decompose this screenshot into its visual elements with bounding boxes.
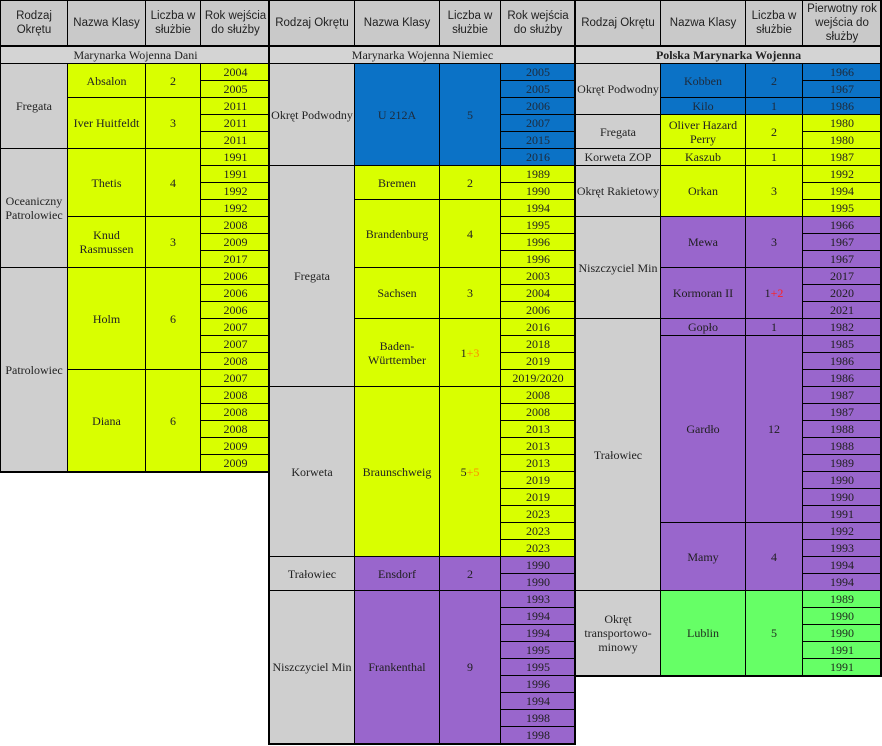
class-count: 2 [146,64,201,98]
year-cell: 2006 [201,268,271,285]
year-cell: 1992 [201,183,271,200]
header-count: Liczba w służbie [746,1,803,46]
year-cell: 1992 [803,523,882,540]
ship-type: Fregata [576,115,661,149]
class-name: Gardło [661,336,746,523]
count-planned: +2 [770,286,784,300]
year-cell-planned: 2023 [501,506,576,523]
ship-type: Okręt transportowo-minowy [576,591,661,676]
year-cell: 2006 [501,98,576,115]
class-count: 3 [146,98,201,149]
class-name: Kobben [661,64,746,98]
year-cell: 2008 [201,387,271,404]
year-cell: 1986 [803,353,882,370]
year-cell: 2006 [201,302,271,319]
year-cell: 1990 [803,472,882,489]
year-cell: 2004 [501,285,576,302]
year-cell: 2006 [501,302,576,319]
year-cell: 2008 [501,387,576,404]
ship-type: Okręt Rakietowy [576,166,661,217]
year-cell-planned: 2018 [501,336,576,353]
year-cell: 1992 [201,200,271,217]
year-cell: 1994 [501,200,576,217]
poland-title: Polska Marynarka Wojenna [576,46,882,64]
class-name: Orkan [661,166,746,217]
header-ship-type: Rodzaj Okrętu [576,1,661,46]
class-count: 3 [746,217,803,268]
year-cell: 1994 [803,183,882,200]
year-cell: 1987 [803,387,882,404]
year-cell: 1988 [803,421,882,438]
year-cell: 2003 [501,268,576,285]
class-name: Kaszub [661,149,746,166]
year-cell: 2017 [803,268,882,285]
header-ship-type: Rodzaj Okrętu [270,1,355,46]
class-count: 12 [746,336,803,523]
class-count [746,268,803,319]
year-cell: 1993 [501,591,576,608]
year-cell: 2008 [201,353,271,370]
class-name: Kilo [661,98,746,115]
year-cell: 2008 [201,404,271,421]
ship-type: Fregata [1,64,68,149]
year-cell: 1990 [501,183,576,200]
year-cell: 1989 [803,591,882,608]
ship-type: Niszczyciel Min [270,591,355,744]
year-cell: 1991 [803,506,882,523]
class-count: 2 [440,557,501,591]
year-cell: 1995 [501,642,576,659]
class-count: 1 [746,149,803,166]
class-count: 5 [440,64,501,166]
header-year: Rok wejścia do służby [501,1,576,46]
ship-type: Korweta ZOP [576,149,661,166]
year-cell: 1993 [803,540,882,557]
year-cell: 1967 [803,81,882,98]
class-count [440,319,501,387]
year-cell: 2009 [201,455,271,472]
header-year: Pierwotny rok wejścia do służby [803,1,882,46]
class-name: Absalon [68,64,146,98]
class-count: 2 [746,64,803,98]
year-cell: 1966 [803,217,882,234]
year-cell: 1990 [803,625,882,642]
poland-table [575,0,881,676]
class-name: Baden-Württember [355,319,440,387]
count-planned: +5 [466,464,480,479]
year-cell-planned: 2019 [501,353,576,370]
class-name: Gopło [661,319,746,336]
year-cell: 1987 [803,149,882,166]
year-cell-planned: 2019 [501,489,576,506]
year-cell: 2005 [501,64,576,81]
class-name: Sachsen [355,268,440,319]
class-count: 2 [440,166,501,200]
class-count [440,387,501,557]
year-cell: 1994 [803,574,882,591]
year-cell: 1991 [803,642,882,659]
year-cell: 1994 [803,557,882,574]
year-cell: 1990 [803,489,882,506]
year-cell: 2009 [201,234,271,251]
class-count: 4 [146,149,201,217]
header-ship-type: Rodzaj Okrętu [1,1,68,46]
year-cell-planned: 2023 [501,523,576,540]
year-cell: 2013 [501,455,576,472]
year-cell: 1989 [803,455,882,472]
year-cell-planned: 2019 [501,472,576,489]
year-cell: 1991 [201,166,271,183]
year-cell: 1980 [803,132,882,149]
class-name: U 212A [355,64,440,166]
class-name: Kormoran II [661,268,746,319]
year-cell: 1989 [501,166,576,183]
year-cell: 1994 [501,693,576,710]
class-count: 5 [746,591,803,676]
year-cell: 2011 [201,98,271,115]
header-year: Rok wejścia do służby [201,1,271,46]
ship-type: Okręt Podwodny [576,64,661,115]
year-cell: 2005 [201,81,271,98]
year-cell: 1996 [501,234,576,251]
header-class-name: Nazwa Klasy [661,1,746,46]
class-name: Lublin [661,591,746,676]
year-cell: 2008 [201,421,271,438]
header-count: Liczba w służbie [440,1,501,46]
year-cell: 2013 [501,421,576,438]
year-cell: 1982 [803,319,882,336]
year-cell: 2007 [201,319,271,336]
class-name: Frankenthal [355,591,440,744]
year-cell: 2007 [201,370,271,387]
header-class-name: Nazwa Klasy [355,1,440,46]
ship-type: Niszczyciel Min [576,217,661,319]
class-name: Bremen [355,166,440,200]
year-cell: 2016 [501,319,576,336]
class-name: Knud Rasmussen [68,217,146,268]
class-name: Mewa [661,217,746,268]
year-cell: 2017 [201,251,271,268]
header-count: Liczba w służbie [146,1,201,46]
year-cell: 2008 [501,404,576,421]
germany-table [269,0,575,744]
class-count: 3 [746,166,803,217]
class-name: Iver Huitfeldt [68,98,146,149]
ship-type: Trałowiec [270,557,355,591]
class-count: 9 [440,591,501,744]
count-planned: +3 [466,345,480,360]
denmark-title: Marynarka Wojenna Dani [1,46,271,64]
ship-type: Fregata [270,166,355,387]
year-cell: 2006 [201,285,271,302]
class-count: 6 [146,268,201,370]
year-cell: 1990 [501,557,576,574]
class-name: Mamy [661,523,746,591]
year-cell: 1985 [803,336,882,353]
class-name: Diana [68,370,146,472]
year-cell: 1994 [501,625,576,642]
year-cell-planned: 2019/2020 [501,370,576,387]
class-count: 3 [440,268,501,319]
ship-type: Korweta [270,387,355,557]
year-cell: 1990 [803,608,882,625]
year-cell: 1987 [803,404,882,421]
count-base: 5 [460,464,467,479]
year-cell: 1996 [501,676,576,693]
class-name: Brandenburg [355,200,440,268]
class-count: 1 [746,98,803,115]
class-name: Holm [68,268,146,370]
germany-title: Marynarka Wojenna Niemiec [270,46,576,64]
year-cell: 2007 [501,115,576,132]
year-cell: 1967 [803,251,882,268]
year-cell: 1967 [803,234,882,251]
year-cell-planned: 2023 [501,540,576,557]
count-base: 1 [460,345,467,360]
year-cell: 1995 [803,200,882,217]
class-name: Thetis [68,149,146,217]
class-name: Ensdorf [355,557,440,591]
class-count: 2 [746,115,803,149]
ship-type: Okręt Podwodny [270,64,355,166]
class-count: 6 [146,370,201,472]
year-cell: 2013 [501,438,576,455]
year-cell: 1986 [803,370,882,387]
year-cell: 1995 [501,659,576,676]
class-count: 4 [440,200,501,268]
class-name: Braunschweig [355,387,440,557]
ship-type: Trałowiec [576,319,661,591]
year-cell: 1988 [803,438,882,455]
ship-type: Oceaniczny Patrolowiec [1,149,68,268]
year-cell: 1998 [501,727,576,744]
year-cell: 2011 [201,132,271,149]
year-cell: 1994 [501,608,576,625]
year-cell: 2007 [201,336,271,353]
denmark-table [0,0,270,472]
year-cell: 1991 [803,659,882,676]
year-cell: 1996 [501,251,576,268]
year-cell: 1990 [501,574,576,591]
year-cell: 2004 [201,64,271,81]
year-cell: 2015 [501,132,576,149]
year-cell: 1980 [803,115,882,132]
header-class-name: Nazwa Klasy [68,1,146,46]
year-cell: 1998 [501,710,576,727]
year-cell: 1986 [803,98,882,115]
year-cell: 1991 [201,149,271,166]
year-cell: 1966 [803,64,882,81]
year-cell: 2005 [501,81,576,98]
class-count: 4 [746,523,803,591]
year-cell: 1992 [803,166,882,183]
ship-type: Patrolowiec [1,268,68,472]
year-cell-planned: 2021 [803,302,882,319]
year-cell: 2011 [201,115,271,132]
class-count: 1 [746,319,803,336]
year-cell: 2008 [201,217,271,234]
year-cell: 2009 [201,438,271,455]
class-count: 3 [146,217,201,268]
class-name: Oliver Hazard Perry [661,115,746,149]
year-cell: 1995 [501,217,576,234]
year-cell: 2016 [501,149,576,166]
year-cell-planned: 2020 [803,285,882,302]
count-base: 1 [764,286,771,300]
